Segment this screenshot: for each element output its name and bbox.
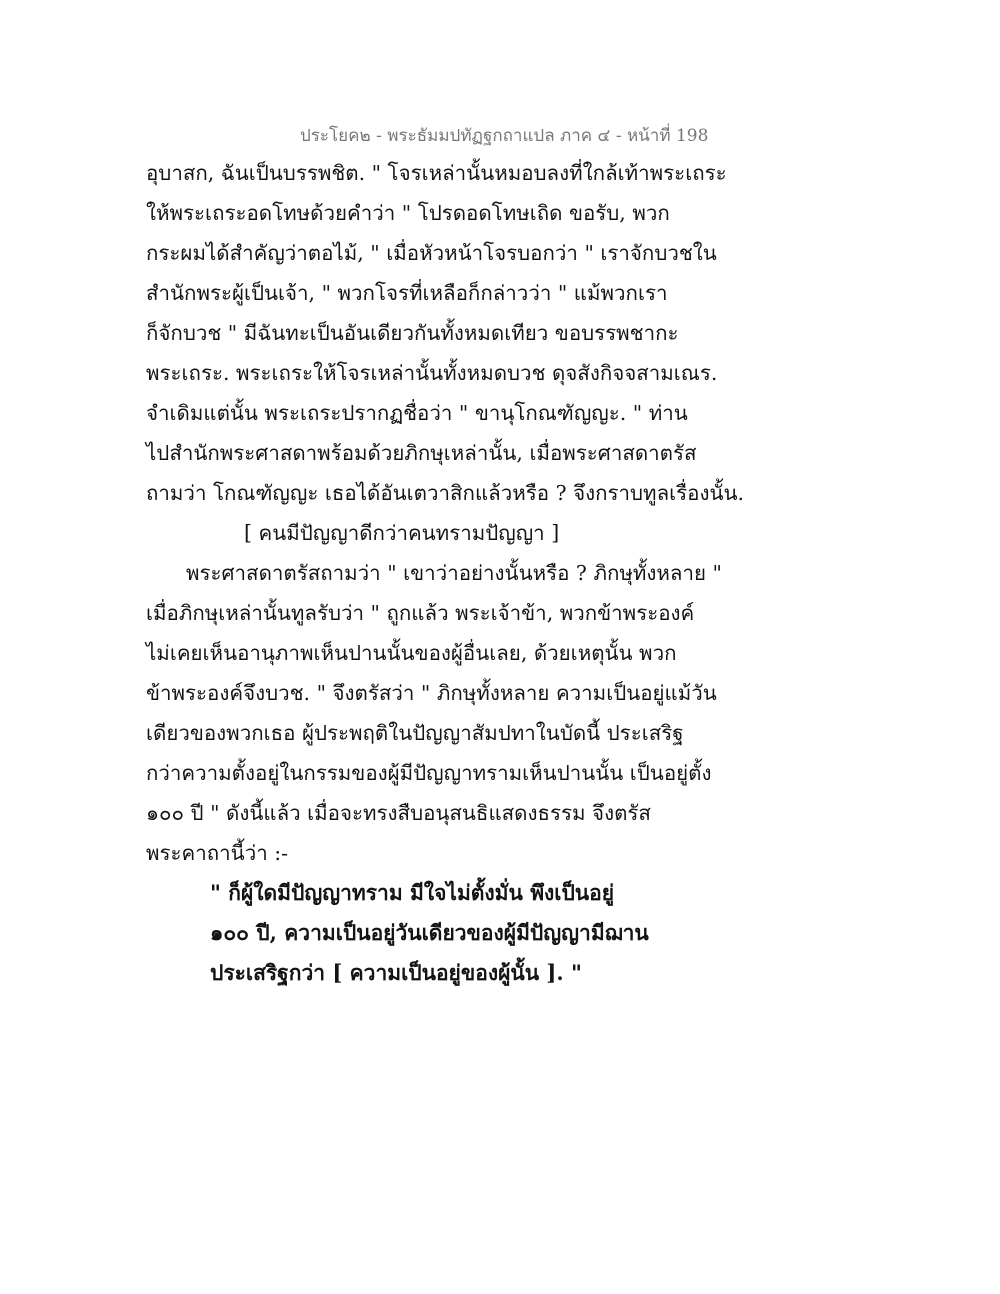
running-header: ประโยค๒ - พระธัมมปทัฏฐกถาแปล ภาค ๔ - หน้าที่ 198 (300, 126, 709, 146)
body-line: ไปสำนักพระศาสดาพร้อมด้วยภิกษุเหล่านั้น, เมื่อพระศาสดาตรัส (146, 441, 697, 465)
body-line: ถามว่า โกณฑัญญะ เธอได้อันเตวาสิกแล้วหรือ ? จึงกราบทูลเรื่องนั้น. (146, 481, 745, 505)
body-line: พระเถระ. พระเถระให้โจรเหล่านั้นทั้งหมดบวช ดุจสังกิจจสามเณร. (146, 361, 718, 385)
body-line: กระผมได้สำคัญว่าตอไม้, " เมื่อหัวหน้าโจรบอกว่า " เราจักบวชใน (146, 241, 717, 265)
body-line: ข้าพระองค์จึงบวช. " จึงตรัสว่า " ภิกษุทั้งหลาย ความเป็นอยู่แม้วัน (146, 681, 717, 705)
body-line: ไม่เคยเห็นอานุภาพเห็นปานนั้นของผู้อื่นเลย, ด้วยเหตุนั้น พวก (146, 641, 677, 665)
body-line: ๑๐๐ ปี " ดังนี้แล้ว เมื่อจะทรงสืบอนุสนธิแสดงธรรม จึงตรัส (146, 801, 651, 825)
verse-line: " ก็ผู้ใดมีปัญญาทราม มีใจไม่ตั้งมั่น พึงเป็นอยู่ (210, 880, 615, 905)
body-line: พระศาสดาตรัสถามว่า " เขาว่าอย่างนั้นหรือ ? ภิกษุทั้งหลาย " (186, 561, 722, 585)
body-line: พระคาถานี้ว่า :- (146, 841, 289, 865)
body-line: ให้พระเถระอดโทษด้วยคำว่า " โปรดอดโทษเถิด ขอรับ, พวก (146, 201, 670, 225)
body-line: กว่าความตั้งอยู่ในกรรมของผู้มีปัญญาทรามเห็นปานนั้น เป็นอยู่ตั้ง (146, 761, 712, 785)
body-line: จำเดิมแต่นั้น พระเถระปรากฏชื่อว่า " ขานุโกณฑัญญะ. " ท่าน (146, 401, 688, 425)
body-line: ก็จักบวช " มีฉันทะเป็นอันเดียวกันทั้งหมดเทียว ขอบรรพชากะ (146, 321, 679, 345)
verse-line: ประเสริฐกว่า [ ความเป็นอยู่ของผู้นั้น ]. " (210, 960, 582, 985)
body-line: อุบาสก, ฉันเป็นบรรพชิต. " โจรเหล่านั้นหมอบลงที่ใกล้เท้าพระเถระ (146, 161, 727, 185)
verse-line: ๑๐๐ ปี, ความเป็นอยู่วันเดียวของผู้มีปัญญามีฌาน (210, 920, 649, 945)
body-line: เมื่อภิกษุเหล่านั้นทูลรับว่า " ถูกแล้ว พระเจ้าข้า, พวกข้าพระองค์ (146, 601, 695, 625)
section-heading: [ คนมีปัญญาดีกว่าคนทรามปัญญา ] (244, 521, 560, 545)
body-line: สำนักพระผู้เป็นเจ้า, " พวกโจรที่เหลือก็กล่าวว่า " แม้พวกเรา (146, 281, 668, 305)
body-line: เดียวของพวกเธอ ผู้ประพฤติในปัญญาสัมปทาในบัดนี้ ประเสริฐ (146, 721, 684, 745)
